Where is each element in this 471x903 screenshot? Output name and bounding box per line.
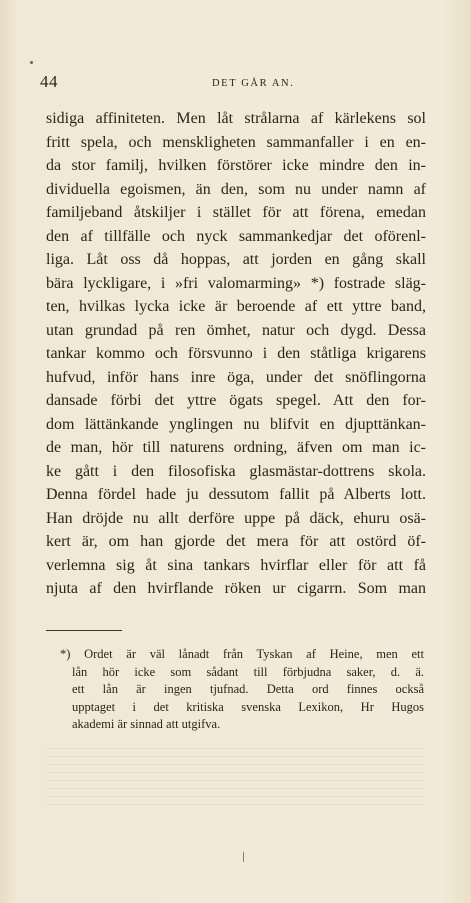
footnote-line: ett lån är ingen tjufnad. Detta ord finnes också	[72, 682, 424, 696]
text-line: njuta af den hvirflande röken ur cigarrn. Som man	[46, 580, 426, 597]
footnote-line: upptaget i det kritiska svenska Lexikon, Hr Hugos	[72, 699, 424, 714]
text-line: Denna fördel hade ju dessutom fallit på Alberts lott.	[46, 486, 426, 503]
text-line: tankar kommo och försvunno i den ståtliga krigarens	[46, 345, 426, 362]
text-line: dividuella egoismen, än den, som nu under namn af	[46, 180, 426, 198]
text-line: hufvud, inför hans inre öga, under det snöflingorna	[46, 368, 426, 386]
text-line: den af tillfälle och nyck sammankedjar det oförenl-	[46, 227, 426, 245]
footnote-line: *) Ordet är väl lånadt från Tyskan af Heine, men ett	[60, 647, 424, 661]
paper-mark	[243, 852, 244, 862]
text-line: kert är, om han gjorde det mera för att ostörd öf-	[46, 533, 426, 550]
running-title: DET GÅR AN.	[212, 78, 295, 89]
ink-speck	[30, 61, 33, 64]
text-line: familjeband åtskiljer i stället för att förena, emedan	[46, 204, 426, 221]
text-line: Han dröjde nu allt derföre uppe på däck, ehuru osä-	[46, 509, 426, 527]
text-line: ke gått i den filosofiska glasmästar-dottrens skola.	[46, 462, 426, 480]
show-through-texture	[46, 748, 426, 808]
body-text	[46, 107, 426, 601]
text-line: sidiga affiniteten. Men låt strålarna af kärlekens sol	[46, 110, 426, 127]
text-line: dom lättänkande ynglingen nu blifvit en djupttänkan-	[46, 415, 426, 433]
page-number: 44	[40, 72, 58, 91]
text-line: verlemna sig åt sina tankars hvirflar eller för att få	[46, 556, 426, 574]
text-line: ten, hvilkas lycka icke är beroende af ett yttre band,	[46, 298, 426, 315]
text-line: liga. Låt oss då hoppas, att jorden en gång skall	[46, 251, 426, 268]
footnote	[60, 646, 424, 734]
text-line: dansade förbi det yttre ögats spegel. Att den for-	[46, 392, 426, 409]
page-header	[40, 72, 432, 92]
text-line: bära lyckligare, i »fri valomarming» *) fostrade släg-	[46, 274, 426, 292]
footnote-line: lån hör icke som sådant till förbjudna saker, d. ä.	[72, 664, 424, 679]
text-line: fritt spela, och menskligheten sammanfaller i en en-	[46, 133, 426, 151]
text-line: de man, hör till naturens ordning, äfven om man ic-	[46, 439, 426, 456]
footnote-rule	[46, 630, 122, 631]
text-line: da stor familj, hvilken förstörer icke mindre den in-	[46, 157, 426, 174]
text-line: utan grundad på ren ömhet, natur och dygd. Dessa	[46, 321, 426, 339]
footnote-line: akademi är sinnad att utgifva.	[72, 717, 221, 731]
